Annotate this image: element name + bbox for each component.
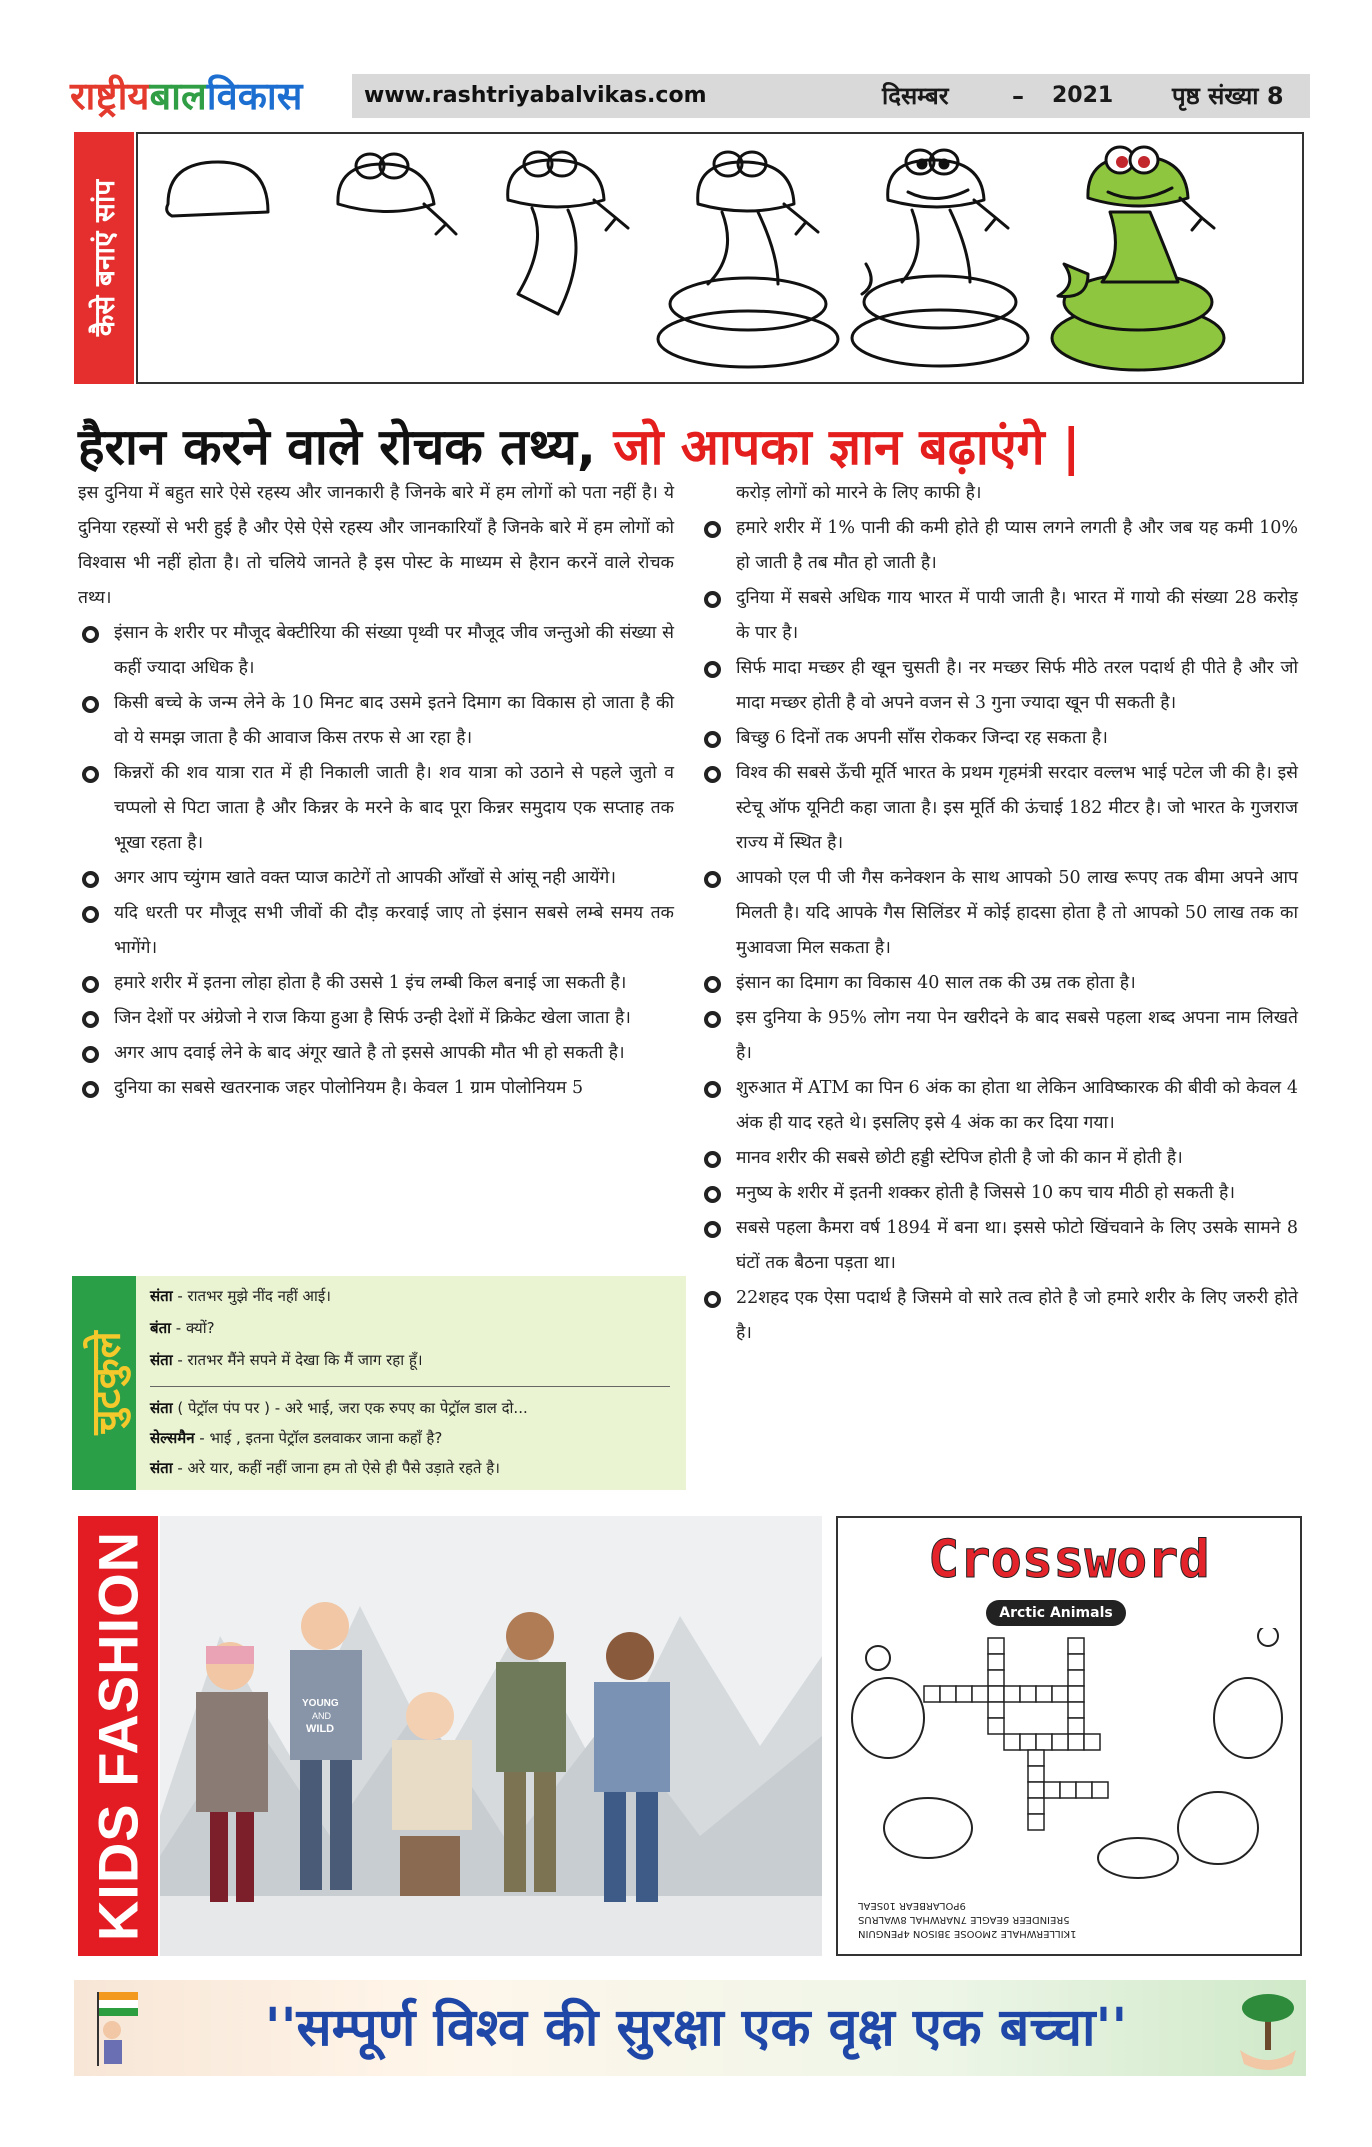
masthead-word-2: बाल <box>149 74 207 118</box>
issue-year: 2021 <box>1052 83 1114 108</box>
crossword-subtitle: Arctic Animals <box>986 1600 1126 1626</box>
snake-step-4 <box>658 152 838 367</box>
headline-part-1: हैरान करने वाले रोचक तथ्य, <box>78 418 614 476</box>
shirt-print-2: AND <box>312 1711 332 1721</box>
snake-step-2 <box>338 154 456 234</box>
fact-item: यदि धरती पर मौजूद सभी जीवों की दौड़ करवाई जाए तो इंसान सबसे लम्बे समय तक भागेंगे। <box>78 896 674 966</box>
masthead-word-3: विकास <box>206 74 303 118</box>
website-link[interactable]: www.rashtriyabalvikas.com <box>364 83 707 108</box>
fact-item: सबसे पहला कैमरा वर्ष 1894 में बना था। इससे फोटो खिंचवाने के लिए उसके सामने 8 घंटों तक बैठना पड़ता था। <box>700 1211 1298 1281</box>
snake-steps-illustration <box>138 134 1302 382</box>
joke-line <box>150 1454 500 1482</box>
fact-item: हमारे शरीर में 1% पानी की कमी होते ही प्यास लगने लगती है और जब यह कमी 10% हो जाती है तब मौत हो जाती है। <box>700 511 1298 581</box>
joke-text: ( पेट्रॉल पंप पर ) - अरे भाई, जरा एक रुपए का पेट्रॉल डाल दो... <box>172 1399 528 1417</box>
article-intro: इस दुनिया में बहुत सारे ऐसे रहस्य और जानकारी है जिनके बारे में हम लोगों को पता नहीं है। ये दुनिया रहस्यों से भरी हुई है और ऐसे ऐसे रहस्य और जानकारियाँ है जिनके बारे में हम लोगों को विश्वास भी नहीं होता है। तो चलिये जानते है इस पोस्ट के माध्यम से हैरान करनें वाले रोचक तथ्य। <box>78 483 674 608</box>
issue-month: दिसम्बर <box>882 82 949 110</box>
joke-text: - क्यों? <box>171 1319 215 1337</box>
joke-line <box>150 1424 442 1452</box>
kids-fashion-photo <box>160 1516 822 1956</box>
joke-text: - रातभर मैंने सपने में देखा कि मैं जाग रहा हूँ। <box>172 1351 423 1369</box>
joke-speaker: संता <box>150 1287 173 1305</box>
howto-tab <box>74 132 134 384</box>
snake-step-6 <box>1052 147 1224 370</box>
snake-step-3 <box>508 152 628 314</box>
crossword-answers-2: 5REINDEER 6EAGLE 7NARWHAL 8WALRUS <box>858 1914 1070 1925</box>
fact-item: बिच्छु 6 दिनों तक अपनी साँस रोककर जिन्दा रह सकता है। <box>700 721 1298 756</box>
fact-item: विश्व की सबसे ऊँची मूर्ति भारत के प्रथम गृहमंत्री सरदार वल्लभ भाई पटेल जी की है। इसे स्टेचू ऑफ यूनिटी कहा जाता है। इस मूर्ति की ऊंचाई 182 मीटर है। जो भारत के गुजराज राज्य में स्थित है। <box>700 756 1298 861</box>
kids-fashion-label: KIDS FASHION <box>86 1530 150 1942</box>
child-with-flag-icon <box>80 1986 150 2070</box>
crossword-grid <box>838 1628 1300 1898</box>
article-column-left <box>78 476 674 1106</box>
fact-item: इंसान के शरीर पर मौजूद बेक्टीरिया की संख्या पृथ्वी पर मौजूद जीव जन्तुओ की संख्या से कहीं ज्यादा अधिक है। <box>78 616 674 686</box>
headline <box>78 412 1308 482</box>
masthead-logo <box>70 66 340 126</box>
joke-text: - भाई , इतना पेट्रॉल डलवाकर जाना कहाँ है? <box>194 1429 443 1447</box>
fact-item: आपको एल पी जी गैस कनेक्शन के साथ आपको 50 लाख रूपए तक बीमा अपने आप मिलती है। यदि आपके गैस सिलिंडर में कोई हादसा होता है तो आपको 50 लाख तक का मुआवजा मिल सकता है। <box>700 861 1298 966</box>
fact-continuation: करोड़ लोगों को मारने के लिए काफी है। <box>736 483 982 503</box>
joke-line <box>150 1282 331 1310</box>
kids-photo-illustration <box>160 1516 822 1956</box>
clue-number-4-icon <box>1258 1628 1278 1646</box>
fact-item: किन्नरों की शव यात्रा रात में ही निकाली जाती है। शव यात्रा को उठाने से पहले जुतो व चप्पलो से पिटा जाता है और किन्नर के मरने के बाद पूरा किन्नर समुदाय एक सप्ताह तक भूखा रहता है। <box>78 756 674 861</box>
jokes-divider <box>150 1386 670 1387</box>
crossword-title: Crossword <box>928 1530 1210 1590</box>
joke-text: - अरे यार, कहीं नहीं जाना हम तो ऐसे ही पैसे उड़ाते रहते है। <box>172 1459 500 1477</box>
fact-item: किसी बच्चे के जन्म लेने के 10 मिनट बाद उसमे इतने दिमाग का विकास हो जाता है की वो ये समझ जाता है की आवाज किस तरफ से आ रहा है। <box>78 686 674 756</box>
fact-item: अगर आप च्युंगम खाते वक्त प्याज काटेगें तो आपकी आँखों से आंसू नही आयेंगे। <box>78 861 674 896</box>
fact-item: जिन देशों पर अंग्रेजो ने राज किया हुआ है सिर्फ उन्ही देशों में क्रिकेट खेला जाता है। <box>78 1001 674 1036</box>
facts-list-right <box>700 476 1298 1351</box>
fact-item: सिर्फ मादा मच्छर ही खून चुसती है। नर मच्छर सिर्फ मीठे तरल पदार्थ ही पीते है और जो मादा मच्छर होती है वो अपने वजन से 3 गुना ज्यादा खून पी सकती है। <box>700 651 1298 721</box>
tree-in-hands-icon <box>1234 1986 1302 2070</box>
jokes-box <box>72 1276 686 1490</box>
fact-item: दुनिया में सबसे अधिक गाय भारत में पायी जाती है। भारत में गायो की संख्या 28 करोड़ के पार है। <box>700 581 1298 651</box>
headline-part-2: जो आपका ज्ञान बढ़ाएंगे | <box>613 418 1081 476</box>
slogan-text: ''सम्पूर्ण विश्व की सुरक्षा एक वृक्ष एक बच्चा'' <box>264 1997 1128 2058</box>
crossword-answers-3: 9POLARBEAR 10SEAL <box>858 1900 966 1911</box>
joke-speaker: संता <box>150 1351 173 1369</box>
header-bar <box>352 74 1310 118</box>
jokes-tab-label: चुटकुले <box>83 1331 130 1435</box>
joke-speaker: संता <box>150 1459 173 1477</box>
page-number: पृष्ठ संख्या 8 <box>1172 82 1284 110</box>
fact-item: मानव शरीर की सबसे छोटी हड्डी स्टेपिज होती है जो की कान में होती है। <box>700 1141 1298 1176</box>
article-column-right <box>700 476 1298 1351</box>
snake-step-5 <box>852 150 1028 366</box>
joke-speaker: सेल्समैन <box>150 1429 195 1447</box>
fact-item: हमारे शरीर में इतना लोहा होता है की उससे 1 इंच लम्बी किल बनाई जा सकती है। <box>78 966 674 1001</box>
crossword-box <box>836 1516 1302 1956</box>
masthead-word-1: राष्ट्रीय <box>70 74 150 118</box>
fact-item: इंसान का दिमाग का विकास 40 साल तक की उम्र तक होता है। <box>700 966 1298 1001</box>
fact-item: दुनिया का सबसे खतरनाक जहर पोलोनियम है। केवल 1 ग्राम पोलोनियम 5 <box>78 1071 674 1106</box>
snake-step-1 <box>167 162 268 216</box>
shirt-print-1: YOUNG <box>302 1698 339 1709</box>
joke-line <box>150 1346 423 1374</box>
joke-speaker: बंता <box>150 1319 172 1337</box>
clue-number-1-icon <box>866 1646 890 1670</box>
facts-list-left <box>78 616 674 1106</box>
kids-fashion-tab <box>78 1516 158 1956</box>
joke-speaker: संता <box>150 1399 173 1417</box>
crossword-answers-1: 1KILLERWHALE 2MOOSE 3BISON 4PENGUIN <box>858 1928 1077 1939</box>
fact-item: इस दुनिया के 95% लोग नया पेन खरीदने के बाद सबसे पहला शब्द अपना नाम लिखते है। <box>700 1001 1298 1071</box>
shirt-print-3: WILD <box>306 1723 335 1735</box>
page-header <box>70 66 1310 126</box>
joke-line <box>150 1394 528 1422</box>
fact-item: मनुष्य के शरीर में इतनी शक्कर होती है जिससे 10 कप चाय मीठी हो सकती है। <box>700 1176 1298 1211</box>
jokes-tab <box>72 1276 136 1490</box>
slogan-banner <box>74 1980 1306 2076</box>
fact-item: शुरुआत में ATM का पिन 6 अंक का होता था लेकिन आविष्कारक की बीवी को केवल 4 अंक ही याद रहते थे। इसलिए इसे 4 अंक का कर दिया गया। <box>700 1071 1298 1141</box>
howto-tab-label: कैसे बनाएं सांप <box>88 179 121 337</box>
fact-item: अगर आप दवाई लेने के बाद अंगूर खाते है तो इससे आपकी मौत भी हो सकती है। <box>78 1036 674 1071</box>
snake-drawing-steps <box>136 132 1304 384</box>
issue-dash: – <box>1012 82 1024 110</box>
joke-line <box>150 1314 215 1342</box>
joke-text: - रातभर मुझे नींद नहीं आई। <box>172 1287 331 1305</box>
fact-item: 22शहद एक ऐसा पदार्थ है जिसमे वो सारे तत्व होते है जो हमारे शरीर के लिए जरुरी होते है। <box>700 1281 1298 1351</box>
